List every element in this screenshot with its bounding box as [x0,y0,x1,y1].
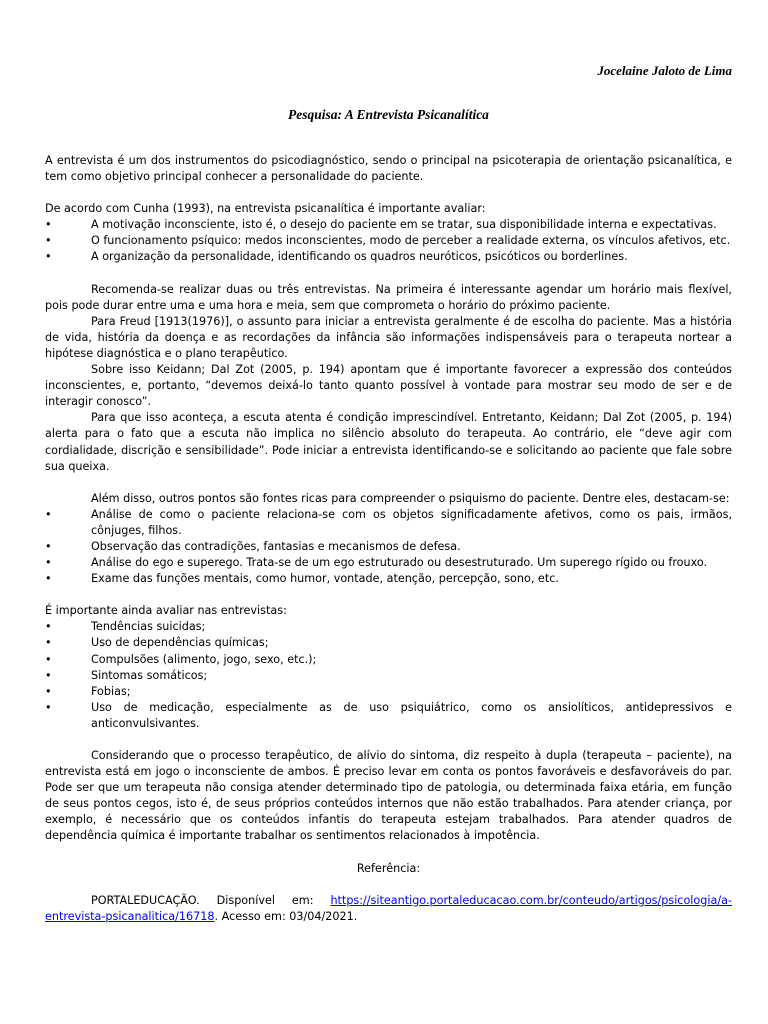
bullet-marker: • [45,234,52,248]
list-item-text: Análise do ego e superego. Trata-se de um ego estruturado ou desestruturado. Um superego rígido ou frouxo. [91,556,708,570]
conclusion-paragraph: Considerando que o processo terapêutico, de alívio do sintoma, diz respeito à dupla (terapeuta – paciente), na entrevista está em jogo o inconsciente de ambos. É preciso levar em conta os pontos favoráveis e desfavoráveis do par. Pode ser que um terapeuta não consiga atender determinado tipo de patologia, ou determinada faixa etária, em função de seus pontos cegos, isto é, de seus próprios conteúdos internos que não estão trabalhados. Para atender criança, por exemplo, é necessário que os conteúdos infantis do terapeuta estejam trabalhados. Para atender quadros de dependência química é importante trabalhar os sentimentos relacionados à impotência. [45,749,732,843]
list-item-text: A organização da personalidade, identificando os quadros neuróticos, psicóticos ou borderlines. [91,250,628,264]
points-intro: Além disso, outros pontos são fontes ricas para compreender o psiquismo do paciente. Dentre eles, destacam-se: [91,491,730,505]
body-paragraph: Para que isso aconteça, a escuta atenta é condição imprescindível. Entretanto, Keidann; Dal Zot (2005, p. 194) alerta para o fato que a escuta não implica no silêncio absoluto do terapeuta. Ao contrário, ele “deve agir com cordialidade, discrição e sensibilidade”. Pode iniciar a entrevista identificando-se e solicitando ao paciente que fale sobre sua queixa. [45,411,732,473]
cunha-intro: De acordo com Cunha (1993), na entrevista psicanalítica é importante avaliar: [45,202,486,216]
bullet-marker: • [45,700,52,714]
list-item [45,571,732,587]
bullet-marker: • [45,668,52,682]
list-item-text: A motivação inconsciente, isto é, o desejo do paciente em se tratar, sua disponibilidade interna e expectativas. [91,218,717,232]
body-paragraph: Para Freud [1913(1976)], o assunto para iniciar a entrevista geralmente é de escolha do paciente. Mas a história de vida, história da doença e as recordações da infância são informações indispensáveis para o terapeuta nortear a hipótese diagnóstica e o plano terapêutico. [45,314,732,360]
bullet-marker: • [45,636,52,650]
list-item [45,684,732,700]
body-paragraph: Recomenda-se realizar duas ou três entrevistas. Na primeira é interessante agendar um horário mais flexível, pois pode durar entre uma e uma hora e meia, sem que comprometa o horário do próximo paciente. [45,282,732,312]
bullet-marker: • [45,218,52,232]
list-item [45,700,732,732]
bullet-marker: • [45,652,52,666]
list-item-text: O funcionamento psíquico: medos inconscientes, modo de perceber a realidade externa, os vínculos afetivos, etc. [91,234,731,248]
list-item [45,652,732,668]
bullet-marker: • [45,572,52,586]
list-item [45,668,732,684]
list-item-text: Exame das funções mentais, como humor, vontade, atenção, percepção, sono, etc. [91,572,559,586]
list-item-text: Observação das contradições, fantasias e mecanismos de defesa. [91,539,461,553]
bullet-marker: • [45,539,52,553]
document-title: Pesquisa: A Entrevista Psicanalítica [288,107,489,122]
list-item-text: Sintomas somáticos; [91,668,208,682]
body-paragraph: Sobre isso Keidann; Dal Zot (2005, p. 194) apontam que é importante favorecer a expressão dos conteúdos inconscientes, e, portanto, “devemos deixá-lo tanto quanto possível à vontade para mostrar seu modo de ser e de interagir conosco”. [45,363,732,409]
intro-paragraph: A entrevista é um dos instrumentos do psicodiagnóstico, sendo o principal na psicoterapia de orientação psicanalítica, e tem como objetivo principal conhecer a personalidade do paciente. [45,154,732,184]
list-item-text: Fobias; [91,684,131,698]
bullet-marker: • [45,250,52,264]
avaliar-intro: É importante ainda avaliar nas entrevistas: [45,604,287,618]
list-item [45,635,732,651]
bullet-marker: • [45,556,52,570]
list-item [45,249,732,265]
list-item [45,619,732,635]
list-item [45,217,732,233]
list-item-text: Compulsões (alimento, jogo, sexo, etc.); [91,652,317,666]
list-item [45,233,732,249]
list-item [45,539,732,555]
bullet-marker: • [45,620,52,634]
list-item-text: Uso de medicação, especialmente as de uso psiquiátrico, como os ansiolíticos, antidepressivos e anticonvulsivantes. [91,700,732,730]
reference-entry [45,893,732,925]
list-item [45,555,732,571]
list-item-text: Uso de dependências químicas; [91,636,269,650]
list-item-text: Tendências suicidas; [91,620,206,634]
bullet-marker: • [45,684,52,698]
reference-suffix: . Acesso em: 03/04/2021. [214,909,358,923]
list-item-text: Análise de como o paciente relaciona-se com os objetos significadamente afetivos, como os pais, irmãos, cônjuges, filhos. [91,507,732,537]
document-body [45,153,732,925]
author-name: Jocelaine Jaloto de Lima [597,63,732,78]
reference-link[interactable]: https://siteantigo.portaleducacao.com.br/conteudo/artigos/psicologia/a-entrevista-psicanalitica/16718 [45,893,732,923]
reference-prefix: PORTALEDUCAÇÃO. Disponível em: [91,893,331,907]
reference-heading: Referência: [356,861,421,875]
list-item [45,507,732,539]
bullet-marker: • [45,507,52,521]
